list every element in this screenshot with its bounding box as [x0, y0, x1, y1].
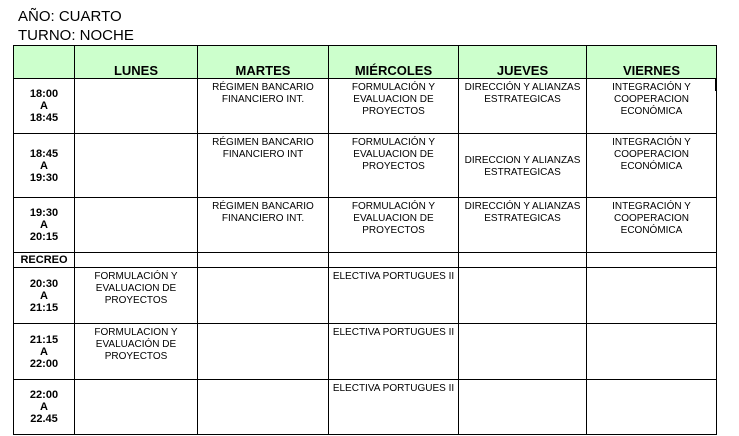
class-cell [329, 324, 459, 380]
schedule-table [13, 45, 717, 435]
class-cell [198, 198, 329, 253]
class-cell [75, 380, 198, 435]
time-end: 18:45 [29, 112, 59, 124]
class-cell [75, 79, 198, 134]
class-text: INTEGRACIÓN Y COOPERACION ECONÓMICA [612, 137, 691, 172]
class-text: DIRECCIÓN Y ALIANZAS ESTRATEGICAS [464, 201, 581, 224]
day-header-lunes: LUNES [75, 46, 198, 79]
time-cell [14, 380, 75, 435]
class-text: ELECTIVA PORTUGUES II [332, 327, 455, 338]
time-cell [14, 198, 75, 253]
class-text [198, 268, 328, 271]
class-cell [75, 134, 198, 198]
class-cell [459, 380, 587, 435]
shift-label: TURNO: NOCHE [18, 27, 134, 44]
time-cell [14, 324, 75, 380]
time-separator: A [40, 159, 48, 172]
class-text: ELECTIVA PORTUGUES II [332, 271, 455, 282]
class-cell [587, 380, 717, 435]
year-label: AÑO: CUARTO [18, 8, 122, 25]
schedule-row [14, 380, 717, 435]
class-cell [198, 324, 329, 380]
class-text [459, 324, 586, 327]
class-cell [75, 198, 198, 253]
class-cell [459, 79, 587, 134]
class-text: FORMULACIÓN Y EVALUACION DE PROYECTOS [351, 201, 436, 236]
time-separator: A [40, 401, 48, 413]
class-text: RÉGIMEN BANCARIO FINANCIERO INT [212, 137, 314, 160]
time-cell [14, 268, 75, 324]
time-start: 18:45 [29, 147, 59, 160]
time-start: 21:15 [29, 333, 59, 346]
time-end: 21:15 [29, 301, 59, 314]
class-text: ELECTIVA PORTUGUES II [332, 383, 455, 394]
time-start: 19:30 [29, 207, 59, 219]
class-cell [198, 380, 329, 435]
class-cell [329, 198, 459, 253]
class-cell [329, 268, 459, 324]
corner-cell [14, 46, 75, 79]
time-cell [14, 79, 75, 134]
break-cell [75, 253, 198, 268]
class-text [75, 198, 197, 201]
class-text: RÉGIMEN BANCARIO FINANCIERO INT. [212, 201, 314, 224]
edge-mark [715, 79, 717, 91]
time-separator: A [40, 219, 48, 231]
class-cell [587, 134, 717, 198]
class-cell [198, 79, 329, 134]
class-cell [459, 198, 587, 253]
class-cell [587, 198, 717, 253]
class-text: FORMULACIÓN Y EVALUACION DE PROYECTOS [351, 137, 436, 172]
class-cell [329, 134, 459, 198]
class-text [75, 380, 197, 383]
class-cell [587, 268, 717, 324]
day-header-viernes: VIERNES [587, 46, 717, 79]
break-cell [587, 253, 717, 268]
class-cell [329, 79, 459, 134]
class-text: DIRECCION Y ALIANZAS ESTRATEGICAS [464, 155, 581, 178]
class-text [587, 380, 716, 383]
break-cell [198, 253, 329, 268]
class-text [587, 324, 716, 327]
class-text [198, 324, 328, 327]
time-separator: A [40, 345, 48, 358]
class-text [587, 268, 716, 271]
class-text: DIRECCIÓN Y ALIANZAS ESTRATEGICAS [464, 82, 581, 105]
day-header-martes: MARTES [198, 46, 329, 79]
class-cell [459, 134, 587, 198]
class-cell [75, 268, 198, 324]
day-header-miercoles: MIÉRCOLES [329, 46, 459, 79]
break-cell [459, 253, 587, 268]
class-cell [329, 380, 459, 435]
time-end: 19:30 [29, 171, 59, 184]
schedule-row [14, 198, 717, 253]
class-text: INTEGRACIÓN Y COOPERACION ECONÓMICA [612, 82, 691, 117]
time-end: 22.45 [30, 413, 58, 425]
break-cell [329, 253, 459, 268]
time-separator: A [40, 100, 48, 112]
class-text [75, 79, 197, 82]
day-header-jueves: JUEVES [459, 46, 587, 79]
time-end: 22:00 [29, 357, 59, 370]
class-text: FORMULACIÓN Y EVALUACION DE PROYECTOS [94, 271, 178, 306]
schedule-row [14, 324, 717, 380]
class-text [75, 134, 197, 137]
class-text: RÉGIMEN BANCARIO FINANCIERO INT. [212, 82, 314, 105]
class-cell [587, 79, 717, 134]
class-cell [75, 324, 198, 380]
time-separator: A [40, 289, 48, 302]
header-row [14, 46, 717, 79]
time-start: 20:30 [29, 277, 59, 290]
schedule-row [14, 268, 717, 324]
class-text [459, 380, 586, 383]
time-start: 18:00 [29, 88, 59, 100]
class-cell [587, 324, 717, 380]
schedule-row [14, 79, 717, 134]
time-cell [14, 134, 75, 198]
class-text [459, 268, 586, 271]
time-end: 20:15 [29, 231, 59, 243]
class-text: FORMULACIÓN Y EVALUACION DE PROYECTOS [351, 82, 436, 117]
class-cell [459, 268, 587, 324]
class-cell [198, 268, 329, 324]
break-label: RECREO [14, 253, 75, 268]
class-cell [198, 134, 329, 198]
class-text: INTEGRACIÓN Y COOPERACION ECONÓMICA [612, 201, 691, 236]
class-text [198, 380, 328, 383]
time-start: 22:00 [29, 389, 59, 401]
class-cell [459, 324, 587, 380]
break-row [14, 253, 717, 268]
class-text: FORMULACION Y EVALUACIÓN DE PROYECTOS [94, 327, 178, 362]
schedule-row [14, 134, 717, 198]
